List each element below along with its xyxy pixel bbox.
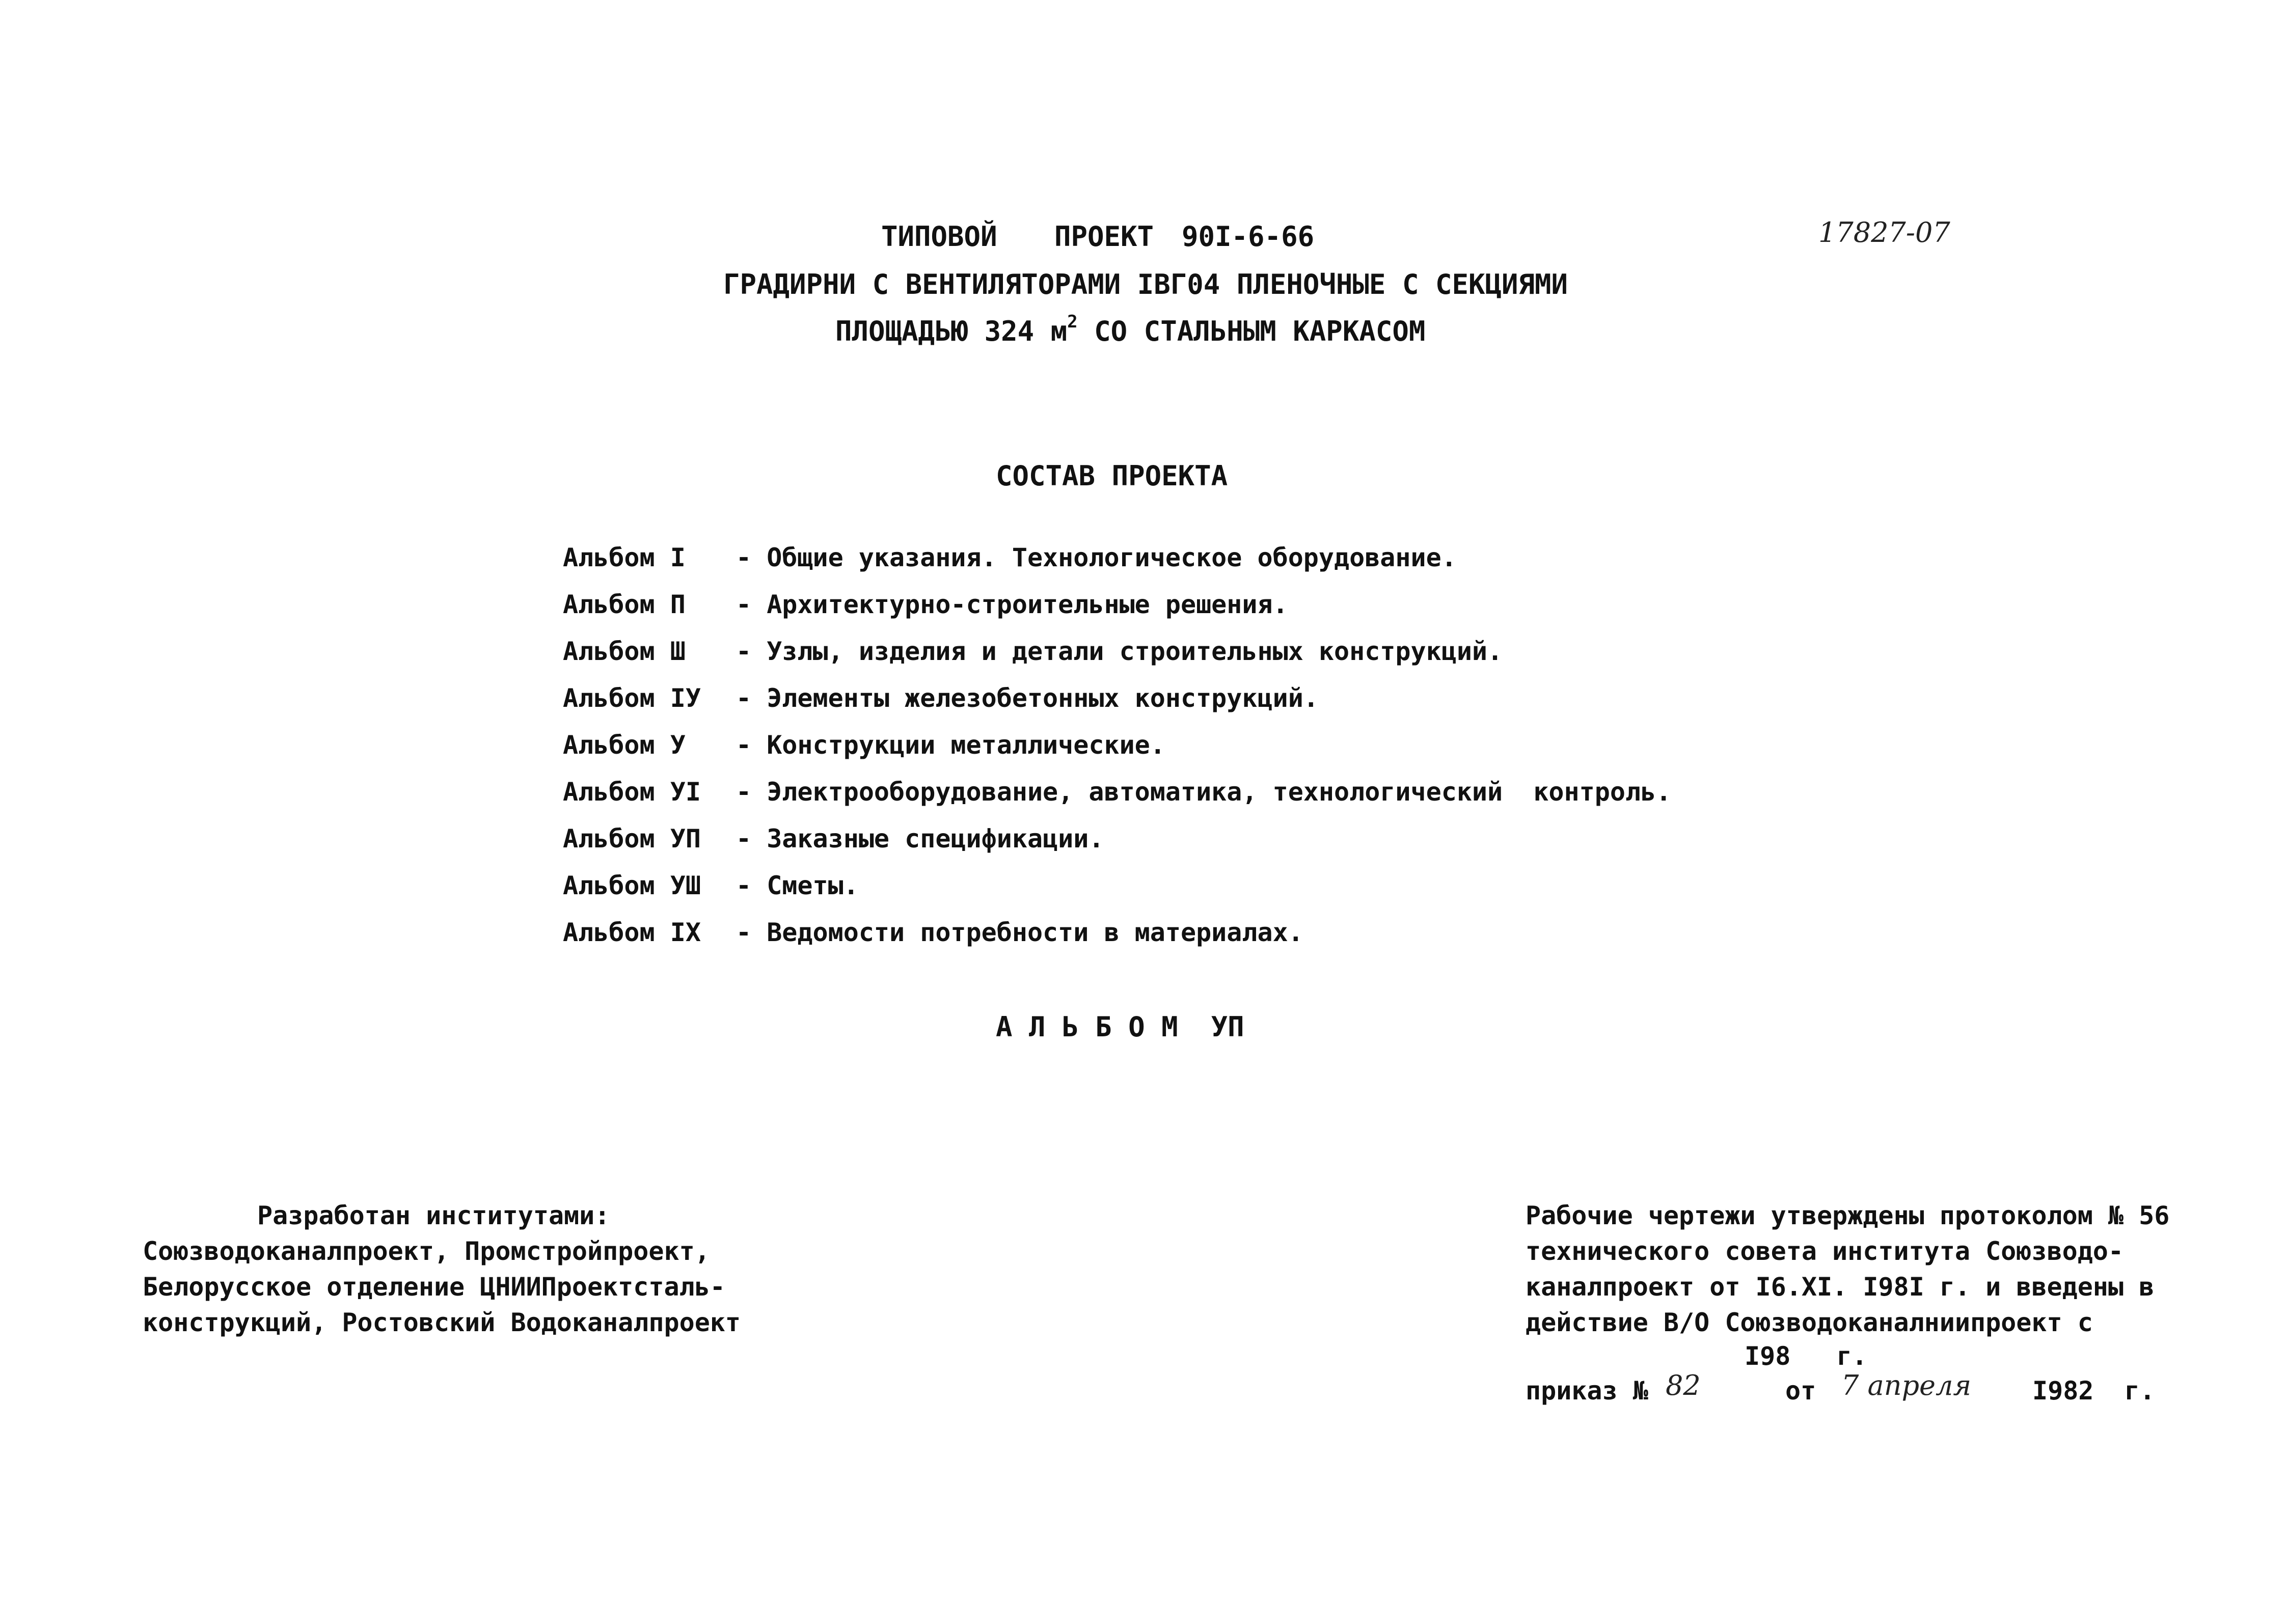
title-line-2-suffix: СО СТАЛЬНЫМ КАРКАСОМ	[1077, 315, 1426, 347]
approval-line-4: действие В/О Союзводоканалниипроект с	[1526, 1308, 2093, 1337]
developed-line-2: Белорусское отделение ЦНИИПроектсталь-	[143, 1272, 725, 1302]
developed-line-1: Союзводоканалпроект, Промстройпроект,	[143, 1236, 710, 1266]
developed-heading: Разработан институтами:	[257, 1201, 610, 1230]
order-label: приказ №	[1526, 1376, 1648, 1406]
album-label-8: Альбом УШ	[563, 871, 701, 900]
album-desc-7: - Заказные спецификации.	[736, 824, 1104, 854]
project-label: ПРОЕКТ	[1054, 221, 1154, 253]
album-label-1: Альбом I	[563, 543, 686, 572]
document-number: 17827-07	[1818, 216, 1950, 249]
approval-line-1: Рабочие чертежи утверждены протоколом № 56	[1526, 1201, 2170, 1230]
area-unit-superscript: 2	[1067, 312, 1078, 332]
album-label-3: Альбом Ш	[563, 637, 686, 666]
title-line-2	[835, 312, 1426, 347]
order-year: I982 г.	[2032, 1376, 2155, 1406]
approval-year-line: I98 г.	[1745, 1341, 1867, 1371]
album-label-2: Альбом П	[563, 590, 686, 619]
album-desc-1: - Общие указания. Технологическое оборудование.	[736, 543, 1457, 572]
album-label-9: Альбом IX	[563, 918, 701, 947]
title-line-2-prefix: ПЛОЩАДЬЮ 324 м	[835, 315, 1068, 347]
album-desc-6: - Электрооборудование, автоматика, технологический контроль.	[736, 777, 1672, 807]
type-label: ТИПОВОЙ	[881, 221, 997, 253]
title-line-1: ГРАДИРНИ С ВЕНТИЛЯТОРАМИ IВГ04 ПЛЕНОЧНЫЕ С СЕКЦИЯМИ	[723, 268, 1568, 300]
album-desc-9: - Ведомости потребности в материалах.	[736, 918, 1303, 947]
approval-line-2: технического совета института Союзводо-	[1526, 1236, 2124, 1266]
album-label-7: Альбом УП	[563, 824, 701, 854]
album-desc-4: - Элементы железобетонных конструкций.	[736, 683, 1319, 713]
order-date: 7 апреля	[1841, 1369, 1972, 1401]
album-label-4: Альбом IУ	[563, 683, 701, 713]
project-number: 90I-6-66	[1182, 221, 1315, 253]
album-desc-3: - Узлы, изделия и детали строительных конструкций.	[736, 637, 1503, 666]
order-number: 82	[1666, 1369, 1701, 1401]
album-title: А Л Ь Б О М УП	[996, 1011, 1244, 1043]
album-desc-2: - Архитектурно-строительные решения.	[736, 590, 1288, 619]
album-label-5: Альбом У	[563, 730, 686, 760]
album-label-6: Альбом УI	[563, 777, 701, 807]
approval-line-3: каналпроект от I6.XI. I98I г. и введены в	[1526, 1272, 2155, 1302]
order-from: от	[1785, 1376, 1816, 1406]
album-desc-8: - Сметы.	[736, 871, 859, 900]
album-desc-5: - Конструкции металлические.	[736, 730, 1165, 760]
composition-heading: СОСТАВ ПРОЕКТА	[996, 460, 1228, 492]
developed-line-3: конструкций, Ростовский Водоканалпроект	[143, 1308, 741, 1337]
